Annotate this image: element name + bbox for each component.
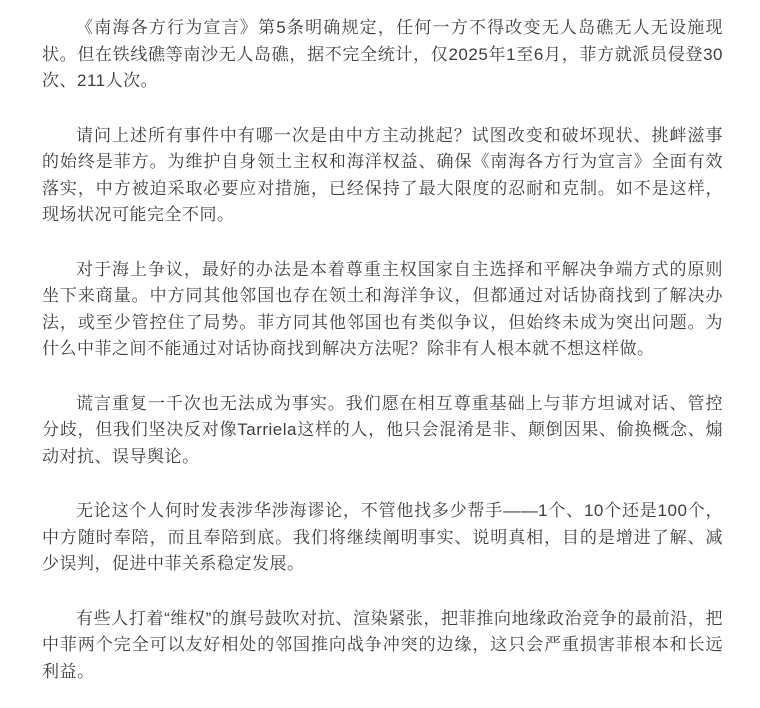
article-paragraph: 无论这个人何时发表涉华涉海谬论，不管他找多少帮手——1个、10个还是100个，中方随时奉陪，而且奉陪到底。我们将继续阐明事实、说明真相，目的是增进了解、减少误判，促进中菲关系稳定发展。 <box>42 501 723 573</box>
article-paragraph: 请问上述所有事件中有哪一次是由中方主动挑起？试图改变和破坏现状、挑衅滋事的始终是菲方。为维护自身领土主权和海洋权益、确保《南海各方行为宣言》全面有效落实，中方被迫采取必要应对措施，已经保持了最大限度的忍耐和克制。如不是这样，现场状况可能完全不同。 <box>42 125 723 224</box>
article-paragraph: 有些人打着“维权”的旗号鼓吹对抗、渲染紧张，把菲推向地缘政治竞争的最前沿，把中菲两个完全可以友好相处的邻国推向战争冲突的边缘，这只会严重损害菲根本和长远利益。 <box>42 608 723 681</box>
article-paragraph: 谎言重复一千次也无法成为事实。我们愿在相互尊重基础上与菲方坦诚对话、管控分歧，但我们坚决反对像Tarriela这样的人，他只会混淆是非、颠倒因果、偷换概念、煽动对抗、误导舆论。 <box>42 393 723 466</box>
article-paragraph: 对于海上争议，最好的办法是本着尊重主权国家自主选择和平解决争端方式的原则坐下来商量。中方同其他邻国也存在领土和海洋争议，但都通过对话协商找到了解决办法，或至少管控住了局势。菲方同其他邻国也有类似争议，但始终未成为突出问题。为什么中菲之间不能通过对话协商找到解决方法呢？除非有人根本就不想这样做。 <box>42 259 723 358</box>
article-paragraph: 《南海各方行为宣言》第5条明确规定，任何一方不得改变无人岛礁无人无设施现状。但在铁线礁等南沙无人岛礁，据不完全统计，仅2025年1至6月，菲方就派员侵登30次、211人次。 <box>42 18 723 90</box>
